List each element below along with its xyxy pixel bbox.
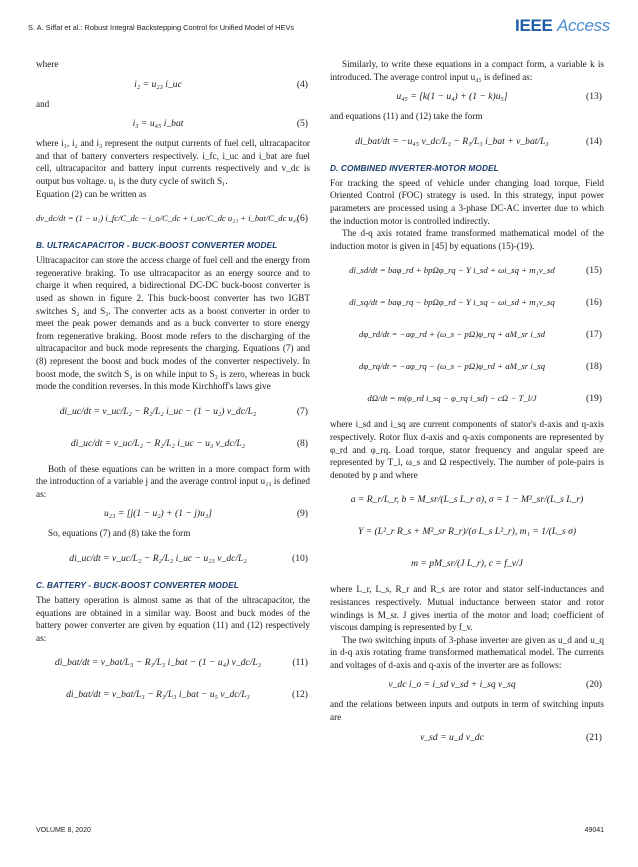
logo-main: IEEE xyxy=(515,16,553,35)
logo-accent: Access xyxy=(557,16,610,35)
volume-label: VOLUME 8, 2020 xyxy=(36,827,91,834)
paragraph: Equation (2) can be written as xyxy=(36,188,147,199)
equation-17: dφ_rd/dt = −aφ_rd + (ω_s − pΩ)φ_rq + aM_sr i_sd (17) xyxy=(358,329,602,341)
definition-upsilon-m1: Υ = (L²_r R_s + M²_sr R_r)/(σ L_s L²_r), m₁ = 1/(L_s σ) xyxy=(357,526,577,538)
paragraph: where i₁, i₂ and i₃ represent the output currents of fuel cell, ultracapacitor and that of battery converters respectively. i_fc, i_uc and i_bat are fuel cell, ultracapacitor and battery input currents respectively and v_dc is output bus voltage. u₁ is the duty cycle of switch S₁. xyxy=(36,138,310,186)
equation-11: di_bat/dt = v_bat/L₃ − R₃/L₃ i_bat − (1 − u₄) v_dc/L₃ (11) xyxy=(54,657,308,669)
paragraph: For tracking the speed of vehicle under changing load torque, Field Oriented Control (FOC) strategy is used. In this strategy, input power parameters are processed using a 3-phase DC-AC inverter due to which the induction motor is controlled indirectly. xyxy=(330,177,604,226)
section-heading-b: B. ULTRACAPACITOR - BUCK-BOOST CONVERTER MODEL xyxy=(36,240,278,251)
paragraph: where i_sd and i_sq are current components of stator's d-axis and q-axis respectively. Rotor flux d-axis and q-axis components are represented by φ_rd and φ_rq. Load torque, stator frequency and angular speed are represented by T_l, ω_s and Ω respectively. The number of pole-pairs is denoted by p and where xyxy=(330,419,604,480)
equation-20: v_dc i_o = i_sd v_sd + i_sq v_sq (20) xyxy=(388,679,602,691)
paragraph: where L_r, L_s, R_r and R_s are rotor and stator self-inductances and resistances respectively. Mutual inductance between stator and rotor windings is M_sr. J gives inertia of the motor and load; coefficient of viscous damping is represented by f_v. xyxy=(330,584,604,633)
equation-14: di_bat/dt = −u₄₅ v_dc/L₃ − R₃/L₃ i_bat + v_bat/L₃ (14) xyxy=(355,135,602,147)
equation-18: dφ_rq/dt = −aφ_rq − (ω_s − pΩ)φ_rd + aM_sr i_sq (18) xyxy=(358,361,602,373)
paragraph: So, equations (7) and (8) take the form xyxy=(48,528,191,539)
left-column xyxy=(36,58,310,714)
running-head-text: S. A. Siffat et al.: Robust Integral Backstepping Control for Unified Model of HEVs xyxy=(28,23,295,32)
section-heading-c: C. BATTERY - BUCK-BOOST CONVERTER MODEL xyxy=(36,580,239,591)
equation-16: di_sq/dt = baφ_rq − bpΩφ_rd − Υ i_sq − ωi_sd + m₁v_sq (16) xyxy=(349,297,602,309)
paragraph: The two switching inputs of 3-phase inverter are given as u_d and u_q in d-q axis rotating frame transformed mathematical model. The currents and voltages of d-axis and q-axis of the inverter are as follows: xyxy=(330,634,604,670)
equation-7: di_uc/dt = v_uc/L₂ − R₂/L₂ i_uc − (1 − u₂) v_dc/L₂ (7) xyxy=(59,405,308,417)
ieee-access-logo xyxy=(515,16,610,36)
paragraph: where xyxy=(36,59,59,69)
equation-21: v_sd = u_d v_dc (21) xyxy=(420,731,602,743)
paragraph: and equations (11) and (12) take the form xyxy=(330,111,483,122)
right-column xyxy=(330,58,604,751)
definition-a-b-sigma: a = R_r/L_r, b = M_sr/(L_s L_r σ), σ = 1 − M²_sr/(L_s L_r) xyxy=(350,494,584,506)
equation-12: di_bat/dt = v_bat/L₃ − R₃/L₃ i_bat − u₅ v_dc/L₃ (12) xyxy=(66,689,308,701)
equation-9: u₂₃ = [j(1 − u₂) + (1 − j)u₃] (9) xyxy=(104,508,308,520)
paragraph: The d-q axis rotated frame transformed mathematical model of the induction motor is given in [45] by equations (15)-(19). xyxy=(330,228,604,251)
paragraph: Similarly, to write these equations in a compact form, a variable k is introduced. The average control input u₄₅ is defined as: xyxy=(330,59,604,82)
equation-5: i₃ = u₄₅ i_bat (5) xyxy=(132,118,308,130)
equation-8: di_uc/dt = v_uc/L₂ − R₂/L₂ i_uc − u₃ v_dc/L₂ (8) xyxy=(70,437,308,449)
paragraph: The battery operation is almost same as that of the ultracapacitor, the equations are obtained in a similar way. Boost and buck modes of the battery power converter are given by equation (11) and (12) respectively as: xyxy=(36,595,310,643)
paragraph: Both of these equations can be written in a more compact form with the introduction of a variable j and the average control input u₂₃ is defined as: xyxy=(36,463,310,499)
definition-m-c: m = pM_sr/(J L_r), c = f_v/J xyxy=(411,558,523,570)
equation-13: u₄₅ = [k(1 − u₄) + (1 − k)u₅] (13) xyxy=(396,91,602,103)
equation-19: dΩ/dt = m(φ_rd i_sq − φ_rq i_sd) − cΩ − T_l/J (19) xyxy=(367,393,602,405)
page-number: 49041 xyxy=(584,827,604,834)
running-header xyxy=(28,18,610,40)
equation-6: dv_dc/dt = (1 − u₁) i_fc/C_dc − i_o/C_dc + i_uc/C_dc u₂₃ + i_bat/C_dc u₄₅ (6) xyxy=(36,213,308,225)
equation-15: di_sd/dt = baφ_rd + bpΩφ_rq − Υ i_sd + ωi_sq + m₁v_sd (15) xyxy=(349,265,602,277)
equation-4: i₂ = u₂₃ i_uc (4) xyxy=(134,78,308,90)
paragraph: and xyxy=(36,98,50,109)
section-heading-d: D. COMBINED INVERTER-MOTOR MODEL xyxy=(330,162,499,173)
paragraph: and the relations between inputs and outputs in term of switching inputs are xyxy=(330,699,604,723)
paragraph: Ultracapacitor can store the access charge of fuel cell and the energy from regenerative braking. To use ultracapacitor as an energy source and to charge it when required, a bidirectional DC-DC buck-boost converter is used as shown in figure 2. This buck-boost converter has two IGBT switches S₂ and S₃. The converter acts as a boost converter in order to meet the peak power demands and as a buck converter to store energy from regenerative braking. Boost mode refers to the discharging of the ultracapacitor and buck mode represents the charging. Equations (7) and (8) represent the boost and buck modes of the converter respectively. In boost mode, the switch S₂ is on while input to S₃ is zero, whereas in buck mode the condition reverses. In this mode Kirchhoff's laws give xyxy=(36,255,310,392)
equation-10: di_uc/dt = v_uc/L₂ − R₂/L₂ i_uc − u₂₃ v_dc/L₂ (10) xyxy=(69,553,308,565)
